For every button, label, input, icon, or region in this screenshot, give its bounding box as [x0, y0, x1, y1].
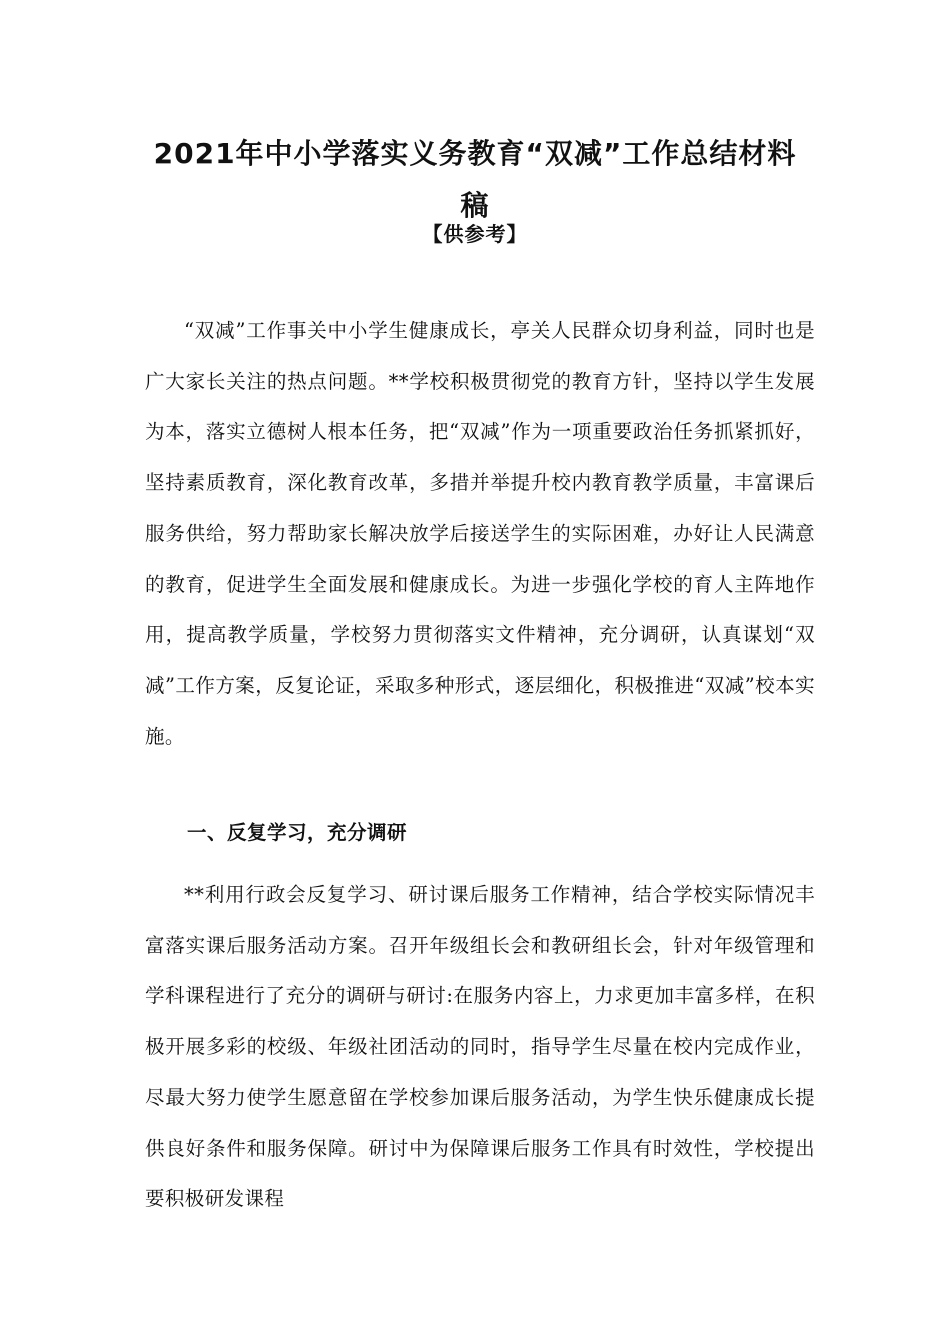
document-subtitle: 【供参考】 [422, 222, 528, 246]
intro-paragraph: “双减”工作事关中小学生健康成长，亭关人民群众切身利益，同时也是广大家长关注的热点问题。**学校积极贯彻党的教育方针，坚持以学生发展为本，落实立德树人根本任务，把“双减”作为一项重要政治任务抓紧抓好，坚持素质教育，深化教育改革，多措并举提升校内教育教学质量，丰富课后服务供给，努力帮助家长解决放学后接送学生的实际困难，办好让人民满意的教育，促进学生全面发展和健康成长。为进一步强化学校的育人主阵地作用，提高教学质量，学校努力贯彻落实文件精神，充分调研，认真谋划“双减”工作方案，反复论证，采取多种形式，逐层细化，积极推进“双减”校本实施。 [145, 319, 815, 748]
section-paragraph: **利用行政会反复学习、研讨课后服务工作精神，结合学校实际情况丰富落实课后服务活动方案。召开年级组长会和教研组长会，针对年级管理和学科课程进行了充分的调研与研讨:在服务内容上，力求更加丰富多样，在积极开展多彩的校级、年级社团活动的同时，指导学生尽量在校内完成作业，尽最大努力使学生愿意留在学校参加课后服务活动，为学生快乐健康成长提供良好条件和服务保障。研讨中为保障课后服务工作具有时效性，学校提出要积极研发课程 [145, 883, 815, 1211]
document-title: 2021年中小学落实义务教育“双减”工作总结材料稿 [153, 137, 797, 222]
section-heading: 一、反复学习，充分调研 [187, 821, 408, 844]
